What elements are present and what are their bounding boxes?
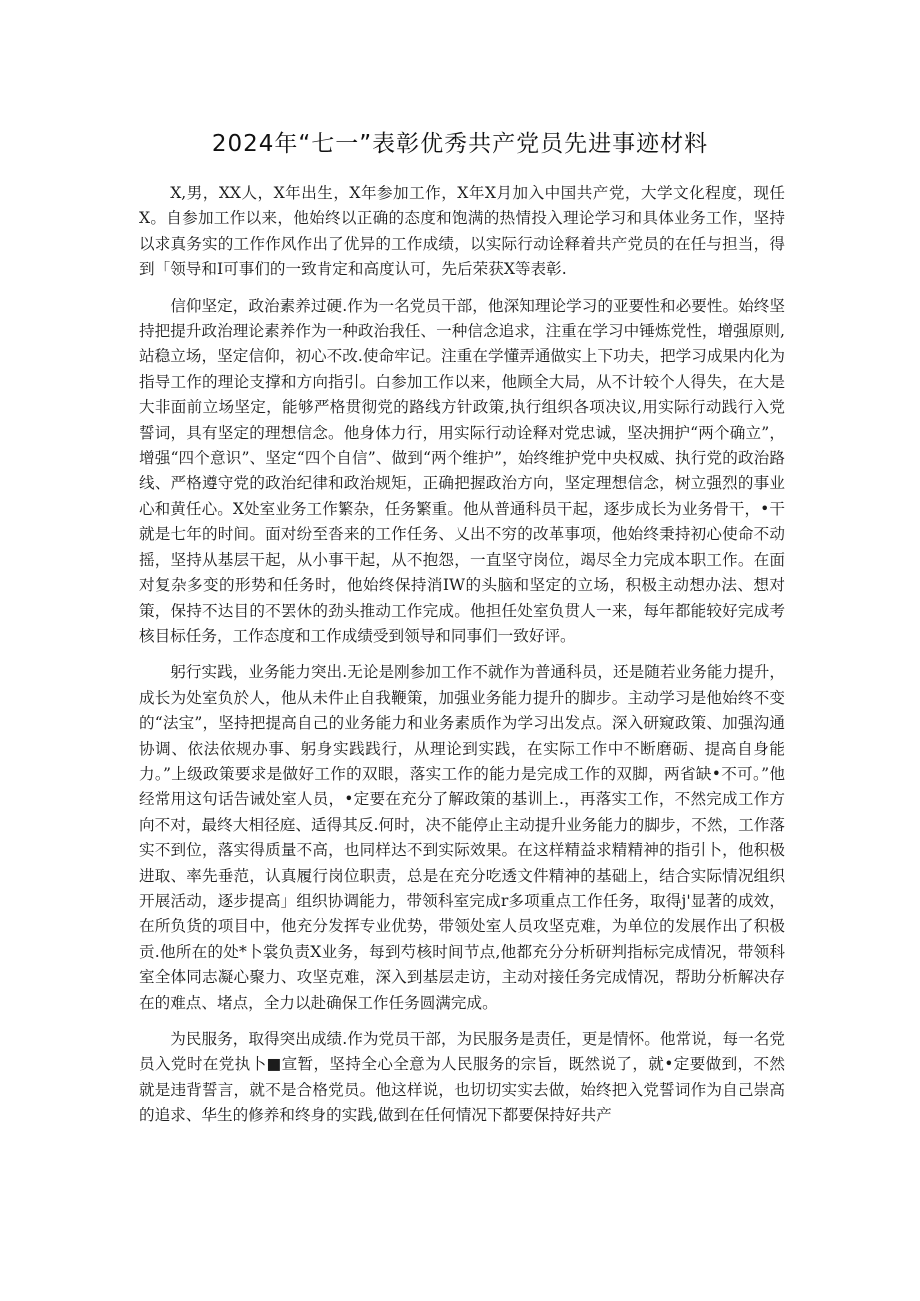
paragraph-public-service: 为民服务，取得突出成绩.作为党员干部，为民服务是责任，更是情怀。他常说，每一名党员入党时在党执卜■宣暂，坚持全心全意为人民服务的宗旨，既然说了，就•定要做到，不然就是违背誓言，就不是合格党员。他这样说，也切切实实去做，始终把入党誓词作为自己崇高的追求、华生的修养和终身的实践,做到在任何情况下都要保持好共产: [139, 1030, 785, 1125]
document-title: 2024年“七一”表彰优秀共产党员先进事迹材料: [211, 131, 709, 157]
paragraph-intro: X,男，XX人，X年出生，X年参加工作，X年X月加入中国共产党，大学文化程度，现任X。自参加工作以来，他始终以正确的态度和饱满的热情投入理论学习和具体业务工作，坚持以求真务实的工作作风作出了优异的工作成绩，以实际行动诠释着共产党员的在任与担当，得到「领导和I可事们的一致肯定和高度认可，先后荣获X等表彰.: [139, 184, 785, 279]
paragraph-professional-ability: 躬行实践，业务能力突出.无论是刚参加工作不就作为普通科员，还是随若业务能力提升，成长为处室负於人，他从未件止自我鞭策，加强业务能力提升的脚步。主动学习是他始终不变的“法宝”，坚持把提高自己的业务能力和业务素质作为学习出发点。深入研窥政策、加强沟通协调、依法依规办事、躬身实践践行，从理论到实践，在实际工作中不断磨砺、提高自身能力。”上级政策要求是做好工作的双眼，落实工作的能力是完成工作的双脚，两省缺•不可。”他经常用这句话告诫处室人员，•定要在充分了解政策的基训上.，再落实工作，不然完成工作方向不对，最终大相径庭、适得其反.何时，决不能停止主动提升业务能力的脚步，不然，工作落实不到位，落实得质量不高，也同样达不到实际效果。在这样精益求精精神的指引卜，他积极进取、率先垂范，认真履行岗位职责，总是在充分吃透文件精神的基础上，结合实际情况组织开展活动，逐步提高」组织协调能力，带领科室完成r多项重点工作任务，取得j'显著的成效，在所负货的项目中，他充分发挥专业优势，带领处室人员攻坚克难，为单位的发展作出了积极贡.他所在的处*卜裳负责X业务，每到芍核时间节点,他都充分分析研判指标完成情况，带领科室全体同志凝心聚力、攻坚克难，深入到基层走访，主动对接任务完成情况，帮助分析解决存在的难点、堵点，全力以赴确保工作任务圆满完成。: [139, 663, 785, 1012]
document-body: [139, 181, 785, 1140]
paragraph-political-integrity: 信仰坚定，政治素养过硬.作为一名党员干部，他深知理论学习的亚要性和必要性。始终坚持把提升政治理论素养作为一种政治我任、一种信念追求，注重在学习中锤炼党性，增强原则,站稳立场，坚定信仰，初心不改.使命牢记。注重在学懂弄通做实上下功夫，把学习成果内化为指导工作的理论支撑和方向指引。白参加工作以来，他顾全大局，从不计较个人得失，在大是大非面前立场坚定，能够严格贯彻党的路线方针政策,执行组织各项决议,用实际行动践行入党誓词，具有坚定的理想信念。他身体力行，用实际行动诠释对党忠诚，坚决拥护“两个确立”，增强“四个意识”、坚定“四个自信”、做到“两个维护”，始终维护党中央权威、执行党的政治路线、严格遵守党的政治纪律和政治规矩，正确把握政治方向，坚定理想信念，树立强烈的事业心和黄任心。X处室业务工作繁杂，任务繁重。他从普通科员干起，逐步成长为业务骨干，•干就是七年的时间。面对纷至沓来的工作任务、乂出不穷的改革事项，他始终秉持初心使命不动摇，坚持从基层干起，从小事干起，从不抱怨，一直坚守岗位，竭尽全力完成本职工作。在面对复杂多变的形势和任务时，他始终保持消IW的头脑和坚定的立场，积极主动想办法、想对策，保持不达目的不罢休的劲头推动工作完成。他担任处室负贯人一来，每年都能较好完成考核目标任务，工作态度和工作成绩受到领导和同事们一致好评。: [139, 296, 785, 645]
